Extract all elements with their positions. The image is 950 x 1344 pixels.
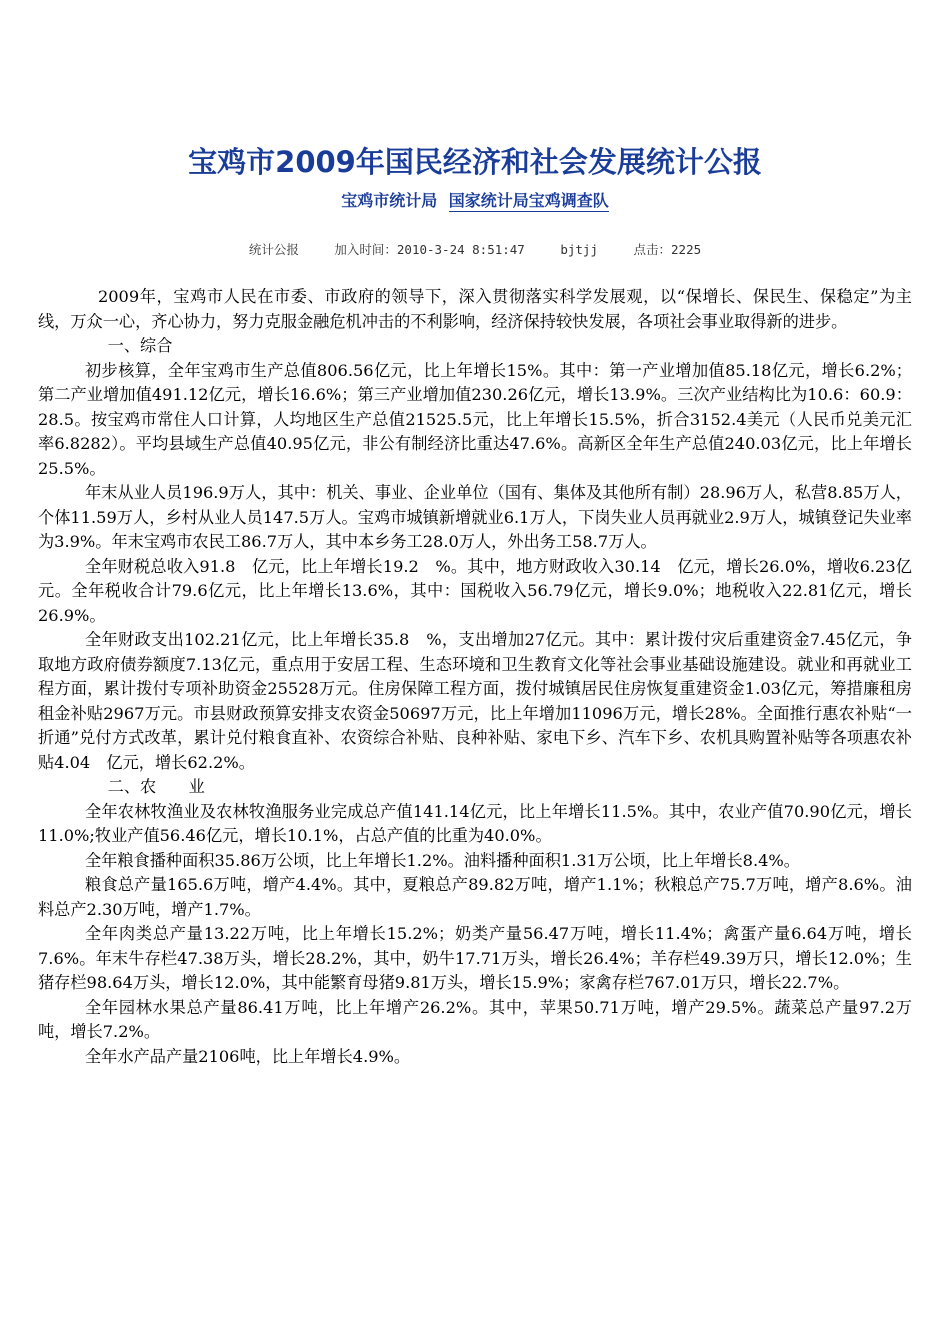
- paragraph-gdp: 初步核算，全年宝鸡市生产总值806.56亿元，比上年增长15%。其中：第一产业增加值85.18亿元，增长6.2%；第二产业增加值491.12亿元，增长16.6%；第三产业增加值230.26亿元，增长13.9%。三次产业结构比为10.6：60.9：28.5。按宝鸡市常住人口计算，人均地区生产总值21525.5元，比上年增长15.5%，折合3152.4美元（人民币兑美元汇率6.8282）。平均县域生产总值40.95亿元，非公有制经济比重达47.6%。高新区全年生产总值240.03亿元，比上年增长25.5%。: [38, 360, 912, 478]
- paragraph-grain-output: 粮食总产量165.6万吨，增产4.4%。其中，夏粮总产89.82万吨，增产1.1%；秋粮总产75.7万吨，增产8.6%。油料总产2.30万吨，增产1.7%。: [38, 875, 912, 919]
- article-body: [38, 285, 912, 1069]
- paragraph-revenue: 全年财税总收入91.8 亿元，比上年增长19.2 %。其中，地方财政收入30.14 亿元，增长26.0%，增收6.23亿元。全年税收合计79.6亿元，比上年增长13.6%，其中：国税收入56.79亿元，增长9.0%；地税收入22.81亿元，增长26.9%。: [38, 556, 912, 625]
- section-heading-agriculture: 二、农 业: [107, 777, 205, 796]
- meta-author: bjtjj: [560, 242, 598, 257]
- paragraph-aquatic: 全年水产品产量2106吨，比上年增长4.9%。: [84, 1046, 411, 1066]
- document-source: [0, 188, 950, 211]
- paragraph-agri-output: 全年农林牧渔业及农林牧渔服务业完成总产值141.14亿元，比上年增长11.5%。其中，农业产值70.90亿元，增长11.0%;牧业产值56.46亿元，增长10.1%，占总产值的比重为40.0%。: [38, 801, 912, 845]
- meta-category: 统计公报: [248, 242, 299, 257]
- paragraph-sowing-area: 全年粮食播种面积35.86万公顷，比上年增长1.2%。油料播种面积1.31万公顷，比上年增长8.4%。: [84, 850, 800, 870]
- paragraph-fruit: 全年园林水果总产量86.41万吨，比上年增产26.2%。其中，苹果50.71万吨，增产29.5%。蔬菜总产量97.2万吨，增长7.2%。: [38, 997, 912, 1041]
- meta-clicks: 点击：2225: [633, 242, 702, 257]
- section-heading-general: 一、综合: [107, 336, 173, 355]
- source-survey-team-link[interactable]: 国家统计局宝鸡调查队: [448, 191, 609, 210]
- article-meta: [0, 240, 950, 258]
- paragraph-livestock: 全年肉类总产量13.22万吨，比上年增长15.2%；奶类产量56.47万吨，增长11.4%；禽蛋产量6.64万吨，增长7.6%。年末牛存栏47.38万头，增长28.2%，其中，奶牛17.71万头，增长26.4%；羊存栏49.39万只，增长12.0%；生猪存栏98.64万头，增长12.0%，其中能繁育母猪9.81万头，增长15.9%；家禽存栏767.01万只，增长22.7%。: [38, 924, 912, 992]
- intro-paragraph: 2009年，宝鸡市人民在市委、市政府的领导下，深入贯彻落实科学发展观，以“保增长、保民生、保稳定”为主线，万众一心，齐心协力，努力克服金融危机冲击的不利影响，经济保持较快发展，各项社会事业取得新的进步。: [38, 287, 912, 331]
- document-title: 宝鸡市2009年国民经济和社会发展统计公报: [188, 145, 762, 179]
- meta-added-time: 加入时间：2010-3-24 8:51:47: [334, 242, 525, 257]
- paragraph-expenditure: 全年财政支出102.21亿元，比上年增长35.8 %，支出增加27亿元。其中：累计拨付灾后重建资金7.45亿元，争取地方政府债券额度7.13亿元，重点用于安居工程、生态环境和卫生教育文化等社会事业基础设施建设。就业和再就业工程方面，累计拨付专项补助资金25528万元。住房保障工程方面，拨付城镇居民住房恢复重建资金1.03亿元，筹措廉租房租金补贴2967万元。市县财政预算安排支农资金50697万元，比上年增加11096万元，增长28%。全面推行惠农补贴“一折通”兑付方式改革，累计兑付粮食直补、农资综合补贴、良种补贴、家电下乡、汽车下乡、农机具购置补贴等各项惠农补贴4.04 亿元，增长62.2%。: [38, 630, 912, 772]
- source-bureau: 宝鸡市统计局: [341, 191, 438, 210]
- paragraph-employment: 年末从业人员196.9万人，其中：机关、事业、企业单位（国有、集体及其他所有制）28.96万人，私营8.85万人，个体11.59万人，乡村从业人员147.5万人。宝鸡市城镇新增就业6.1万人，下岗失业人员再就业2.9万人，城镇登记失业率为3.9%。年末宝鸡市农民工86.7万人，其中本乡务工28.0万人，外出务工58.7万人。: [38, 483, 912, 551]
